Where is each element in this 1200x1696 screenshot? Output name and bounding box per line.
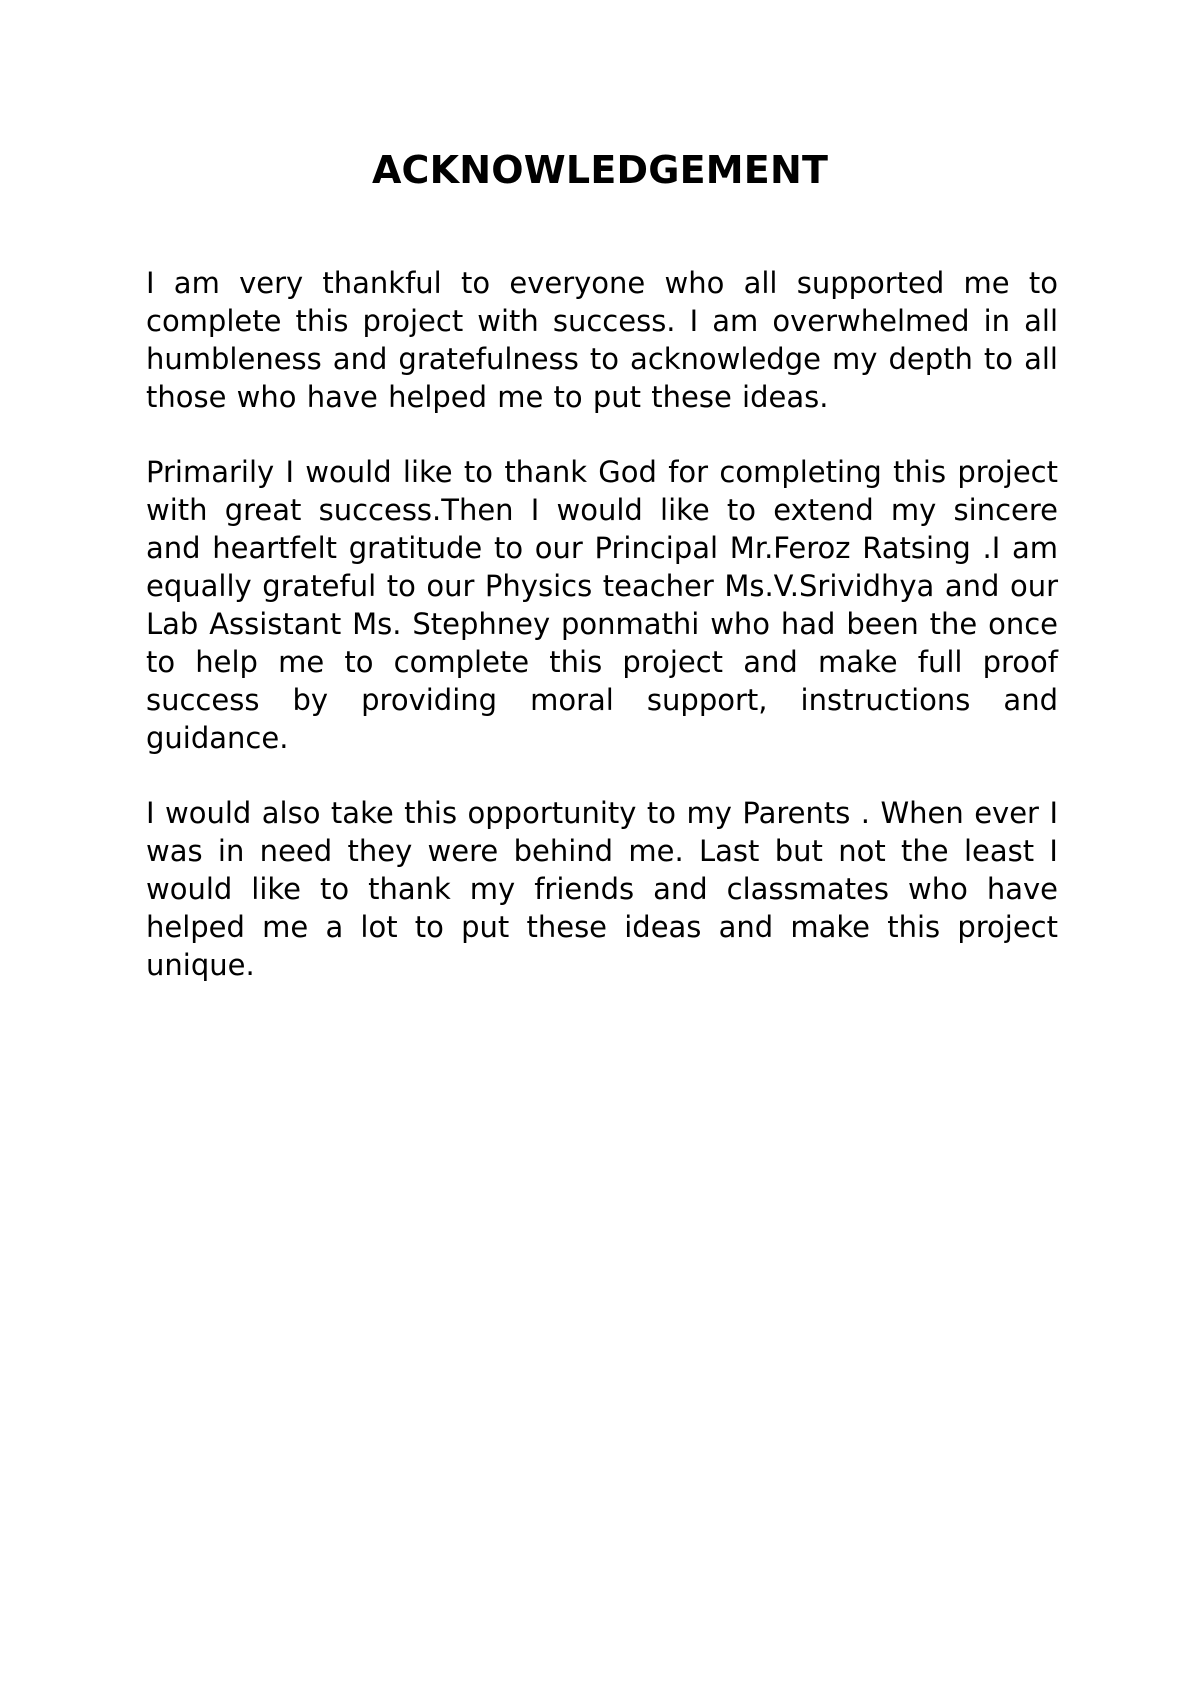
paragraph-thanks-everyone: I am very thankful to everyone who all supported me to complete this project with success. I am overwhelmed in all humbleness and gratefulness to acknowledge my depth to all those who have helped me to put these ideas. xyxy=(146,266,1058,414)
document-body xyxy=(146,264,1058,1021)
paragraph-thanks-family-friends: I would also take this opportunity to my Parents . When ever I was in need they were behind me. Last but not the least I would like to thank my friends and classmates who have helped me a lot to put these ideas and make this project unique. xyxy=(146,796,1058,982)
paragraph-thanks-staff: Primarily I would like to thank God for completing this project with great success.Then I would like to extend my sincere and heartfelt gratitude to our Principal Mr.Feroz Ratsing .I am equally grateful to our Physics teacher Ms.V.Srividhya and our Lab Assistant Ms. Stephney ponmathi who had been the once to help me to complete this project and make full proof success by providing moral support, instructions and guidance. xyxy=(146,455,1058,755)
page-title: ACKNOWLEDGEMENT xyxy=(371,148,829,192)
